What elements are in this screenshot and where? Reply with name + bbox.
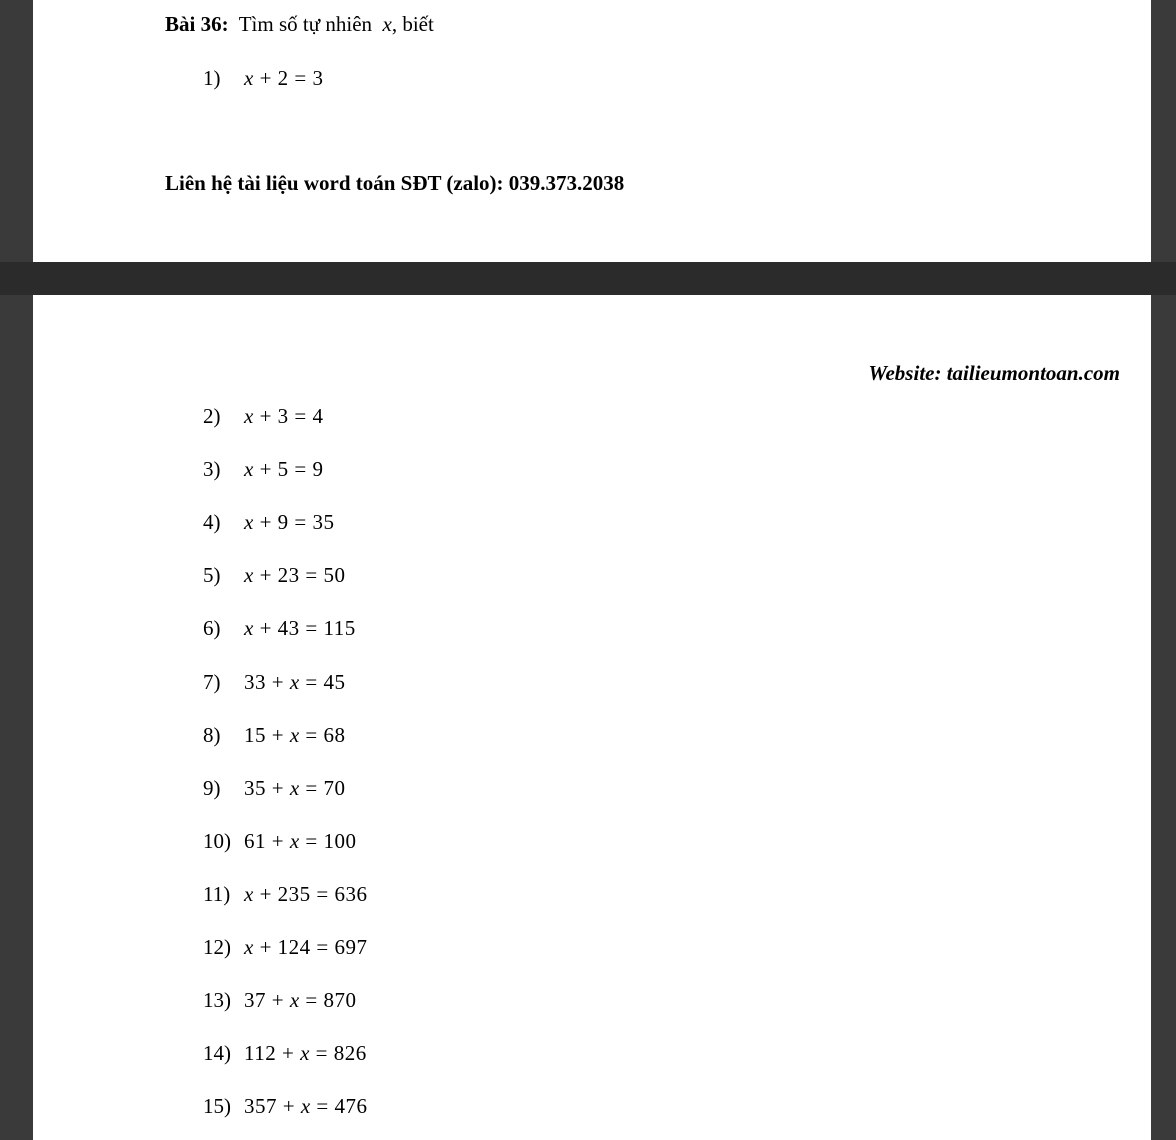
- term-a: 357: [244, 1094, 277, 1118]
- item-number: 4): [203, 510, 221, 534]
- term-a: x: [244, 616, 254, 640]
- result: = 45: [299, 670, 346, 694]
- item-equation: [244, 66, 324, 91]
- result: = 9: [288, 457, 324, 481]
- term-b: 3: [277, 404, 289, 428]
- exercise-item-15: [203, 1094, 368, 1119]
- contact-line: Liên hệ tài liệu word toán SĐT (zalo): 039.373.2038: [165, 171, 625, 195]
- term-a: 61: [244, 829, 266, 853]
- term-a: x: [244, 510, 254, 534]
- document-page-2: [33, 295, 1151, 1140]
- item-number: 3): [203, 457, 221, 481]
- website-header: Website: tailieumontoan.com: [868, 361, 1120, 385]
- term-a: x: [244, 935, 254, 959]
- item-number: 12): [203, 935, 231, 959]
- problem-title: [165, 12, 434, 37]
- item-number: 1): [203, 66, 221, 90]
- exercise-item-14: [203, 1041, 367, 1066]
- viewer-left-edge: [0, 0, 33, 1140]
- term-b: x: [300, 1041, 310, 1065]
- term-a: x: [244, 404, 254, 428]
- term-b: x: [289, 988, 300, 1012]
- exercise-item-11: [203, 882, 368, 907]
- item-number: 13): [203, 988, 231, 1012]
- term-a: 35: [244, 776, 266, 800]
- result: = 68: [299, 723, 346, 747]
- exercise-item-9: [203, 776, 346, 801]
- term-b: 124: [277, 935, 311, 959]
- term-b: 2: [277, 66, 289, 90]
- term-a: x: [244, 563, 254, 587]
- term-a: x: [244, 882, 254, 906]
- problem-label: Bài 36:: [165, 12, 229, 36]
- item-equation: [244, 457, 324, 482]
- result: = 870: [299, 988, 357, 1012]
- item-equation: [244, 935, 368, 960]
- page-separator: [0, 262, 1176, 295]
- problem-text-before: Tìm số tự nhiên: [238, 12, 373, 36]
- operator: +: [266, 988, 290, 1012]
- item-number: 6): [203, 616, 221, 640]
- exercise-item-13: [203, 988, 357, 1013]
- item-number: 7): [203, 670, 221, 694]
- item-number: 11): [203, 882, 231, 906]
- result: = 50: [299, 563, 346, 587]
- exercise-item-4: [203, 510, 335, 535]
- exercise-item-7: [203, 670, 346, 695]
- item-equation: [244, 829, 357, 854]
- item-number: 10): [203, 829, 231, 853]
- viewer-right-edge: [1151, 0, 1176, 1140]
- exercise-item-10: [203, 829, 357, 854]
- operator: +: [266, 723, 290, 747]
- term-b: x: [300, 1094, 311, 1118]
- exercise-item-3: [203, 457, 324, 482]
- exercise-item-5: [203, 563, 346, 588]
- operator: +: [253, 616, 278, 640]
- exercise-item-1: [203, 66, 324, 91]
- term-b: x: [289, 776, 300, 800]
- result: = 100: [299, 829, 357, 853]
- term-b: x: [289, 829, 300, 853]
- operator: +: [266, 776, 290, 800]
- operator: +: [253, 563, 278, 587]
- item-number: 14): [203, 1041, 231, 1065]
- term-a: 33: [244, 670, 266, 694]
- operator: +: [266, 670, 290, 694]
- result: = 697: [310, 935, 368, 959]
- term-b: x: [289, 723, 300, 747]
- operator: +: [253, 404, 278, 428]
- item-equation: [244, 1094, 368, 1119]
- term-a: x: [244, 457, 254, 481]
- term-a: 15: [244, 723, 266, 747]
- problem-variable: x: [382, 12, 392, 36]
- item-number: 5): [203, 563, 221, 587]
- result: = 476: [310, 1094, 368, 1118]
- operator: +: [253, 457, 278, 481]
- term-a: 112: [244, 1041, 277, 1065]
- exercise-item-6: [203, 616, 356, 641]
- operator: +: [277, 1094, 301, 1118]
- operator: +: [253, 510, 278, 534]
- result: = 35: [288, 510, 335, 534]
- term-a: x: [244, 66, 254, 90]
- item-equation: [244, 404, 324, 429]
- exercise-item-8: [203, 723, 346, 748]
- operator: +: [276, 1041, 301, 1065]
- operator: +: [253, 935, 278, 959]
- term-b: 9: [277, 510, 289, 534]
- exercise-item-2: [203, 404, 324, 429]
- term-b: 5: [277, 457, 289, 481]
- item-equation: [244, 1041, 367, 1066]
- term-a: 37: [244, 988, 266, 1012]
- item-equation: [244, 670, 346, 695]
- item-equation: [244, 882, 368, 907]
- item-equation: [244, 988, 357, 1013]
- result: = 826: [309, 1041, 367, 1065]
- result: = 3: [288, 66, 324, 90]
- operator: +: [253, 882, 278, 906]
- item-equation: [244, 776, 346, 801]
- exercise-item-12: [203, 935, 368, 960]
- term-b: 23: [277, 563, 300, 587]
- item-equation: [244, 616, 356, 641]
- result: = 115: [299, 616, 356, 640]
- item-number: 9): [203, 776, 221, 800]
- result: = 4: [288, 404, 324, 428]
- item-equation: [244, 510, 335, 535]
- document-page-1: [33, 0, 1151, 262]
- term-b: 43: [277, 616, 300, 640]
- term-b: 235: [277, 882, 311, 906]
- operator: +: [253, 66, 278, 90]
- result: = 636: [310, 882, 368, 906]
- term-b: x: [289, 670, 300, 694]
- item-number: 15): [203, 1094, 231, 1118]
- item-number: 8): [203, 723, 221, 747]
- item-number: 2): [203, 404, 221, 428]
- result: = 70: [299, 776, 346, 800]
- item-equation: [244, 723, 346, 748]
- operator: +: [266, 829, 290, 853]
- problem-text-after: , biết: [391, 12, 434, 36]
- item-equation: [244, 563, 346, 588]
